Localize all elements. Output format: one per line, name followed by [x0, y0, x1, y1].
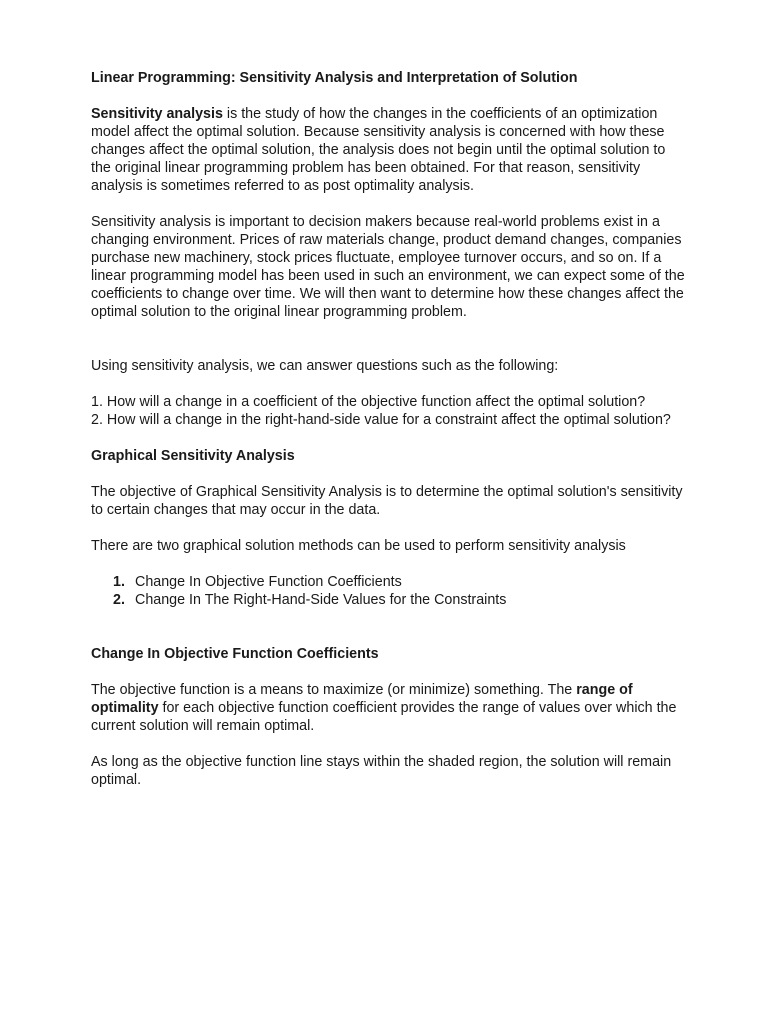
graphical-heading: Graphical Sensitivity Analysis: [91, 448, 295, 464]
p1-after: for each objective function coefficient provides the range of values over which the current solution will remain optimal.: [91, 700, 677, 734]
question-item: 1. How will a change in a coefficient of the objective function affect the optimal solution?: [91, 394, 646, 410]
list-number: 2.: [113, 592, 125, 608]
range-of-optimality-term: range of optimality: [91, 682, 633, 716]
methods-intro: There are two graphical solution methods can be used to perform sensitivity analysis: [91, 538, 626, 554]
objective-change-heading: Change In Objective Function Coefficients: [91, 646, 379, 662]
list-label: Change In The Right-Hand-Side Values for the Constraints: [135, 592, 507, 608]
intro-term: Sensitivity analysis: [91, 106, 223, 122]
p1-before: The objective function is a means to maximize (or minimize) something. The: [91, 682, 577, 698]
graphical-objective-paragraph: The objective of Graphical Sensitivity Analysis is to determine the optimal solution's sensitivity to certain changes that may occur in the data.: [91, 484, 683, 518]
document-page: [91, 69, 686, 789]
list-number: 1.: [113, 574, 125, 590]
document-title: Linear Programming: Sensitivity Analysis and Interpretation of Solution: [91, 70, 578, 86]
methods-list-item: [113, 591, 686, 609]
range-of-optimality-paragraph: [91, 681, 686, 735]
intro-text: is the study of how the changes in the coefficients of an optimization model affect the optimal solution. Because sensitivity analysis is concerned with how these changes affect the optimal solution, the analysis does not begin until the optimal solution to the original linear programming problem has been obtained. For that reason, sensitivity analysis is sometimes referred to as post optimality analysis.: [91, 106, 666, 194]
methods-list-item: [113, 573, 686, 591]
methods-list: [113, 573, 686, 609]
questions-intro: Using sensitivity analysis, we can answer questions such as the following:: [91, 358, 559, 374]
question-item: 2. How will a change in the right-hand-side value for a constraint affect the optimal solution?: [91, 412, 671, 428]
intro-paragraph: [91, 105, 686, 195]
list-label: Change In Objective Function Coefficients: [135, 574, 402, 590]
importance-paragraph: Sensitivity analysis is important to decision makers because real-world problems exist in a changing environment. Prices of raw materials change, product demand changes, companies purchase new machinery, stock prices fluctuate, employee turnover occurs, and so on. If a linear programming model has been used in such an environment, we can expect some of the coefficients to change over time. We will then want to determine how these changes affect the optimal solution to the original linear programming problem.: [91, 214, 685, 320]
shaded-region-paragraph: As long as the objective function line stays within the shaded region, the solution will remain optimal.: [91, 754, 672, 788]
